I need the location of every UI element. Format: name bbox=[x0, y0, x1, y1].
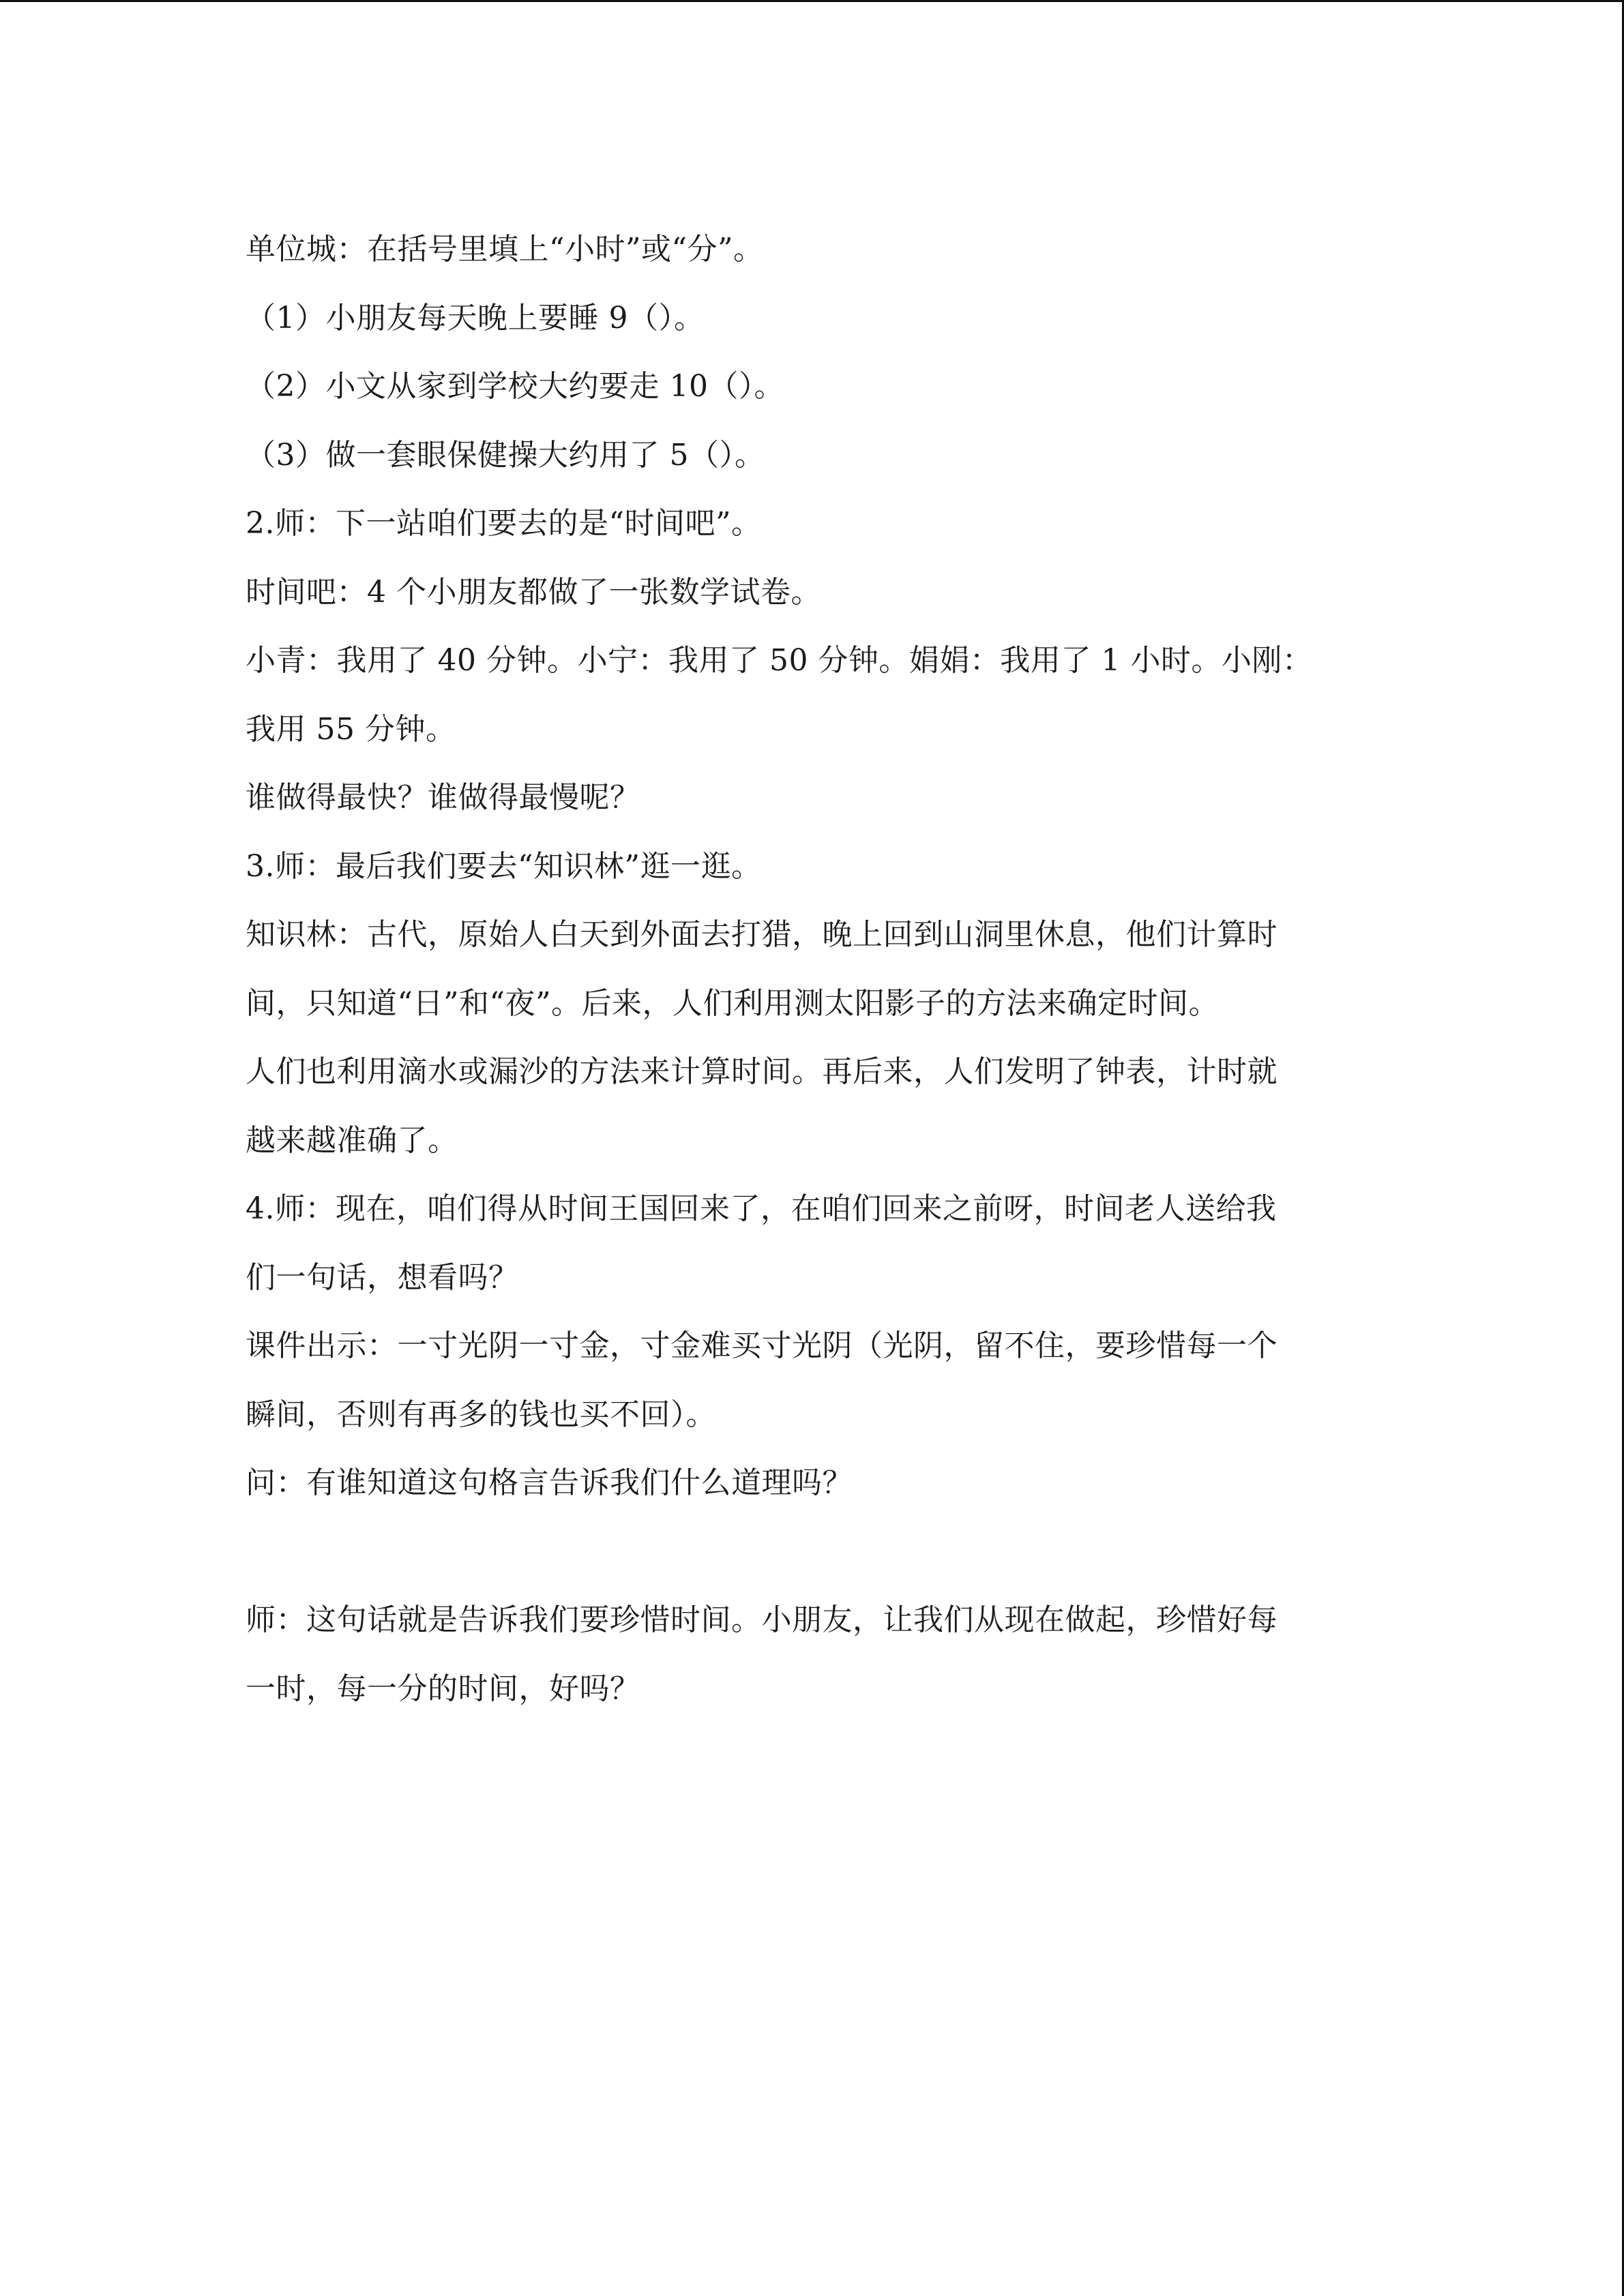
text-line: 问：有谁知道这句格言告诉我们什么道理吗？ bbox=[246, 1465, 853, 1500]
blank-line bbox=[246, 1518, 1364, 1587]
text-line: 师：这句话就是告诉我们要珍惜时间。小朋友，让我们从现在做起，珍惜好每 bbox=[246, 1602, 1278, 1637]
text-line: 2.师：下一站咱们要去的是“时间吧”。 bbox=[246, 506, 762, 541]
text-line: 瞬间，否则有再多的钱也买不回）。 bbox=[246, 1397, 716, 1432]
text-line: （3）做一套眼保健操大约用了 5（）。 bbox=[246, 437, 765, 473]
text-line: 越来越准确了。 bbox=[246, 1122, 458, 1158]
text-line: 一时，每一分的时间，好吗？ bbox=[246, 1671, 640, 1706]
text-line: 知识林：古代，原始人白天到外面去打猎，晚上回到山洞里休息，他们计算时 bbox=[246, 917, 1278, 952]
text-line: 人们也利用滴水或漏沙的方法来计算时间。再后来，人们发明了钟表，计时就 bbox=[246, 1054, 1278, 1089]
text-line: 我用 55 分钟。 bbox=[246, 711, 456, 747]
document-body bbox=[246, 215, 1364, 1723]
text-line: 4.师：现在，咱们得从时间王国回来了，在咱们回来之前呀，时间老人送给我 bbox=[246, 1191, 1277, 1226]
text-line: 间，只知道“日”和“夜”。后来，人们利用测太阳影子的方法来确定时间。 bbox=[246, 985, 1219, 1021]
text-line: （1）小朋友每天晚上要睡 9（）。 bbox=[246, 300, 705, 336]
text-line: 时间吧：4 个小朋友都做了一张数学试卷。 bbox=[246, 574, 821, 610]
text-line: 课件出示：一寸光阴一寸金，寸金难买寸光阴（光阴，留不住，要珍惜每一个 bbox=[246, 1328, 1278, 1363]
text-line: 谁做得最快？谁做得最慢呢？ bbox=[246, 780, 640, 815]
text-line: 小青：我用了 40 分钟。小宁：我用了 50 分钟。娟娟：我用了 1 小时。小刚： bbox=[246, 643, 1313, 678]
text-line: 们一句话，想看吗？ bbox=[246, 1259, 519, 1295]
text-line: （2）小文从家到学校大约要走 10（）。 bbox=[246, 369, 784, 404]
text-line: 3.师：最后我们要去“知识林”逛一逛。 bbox=[246, 848, 762, 884]
text-line: 单位城：在括号里填上“小时”或“分”。 bbox=[246, 232, 764, 267]
